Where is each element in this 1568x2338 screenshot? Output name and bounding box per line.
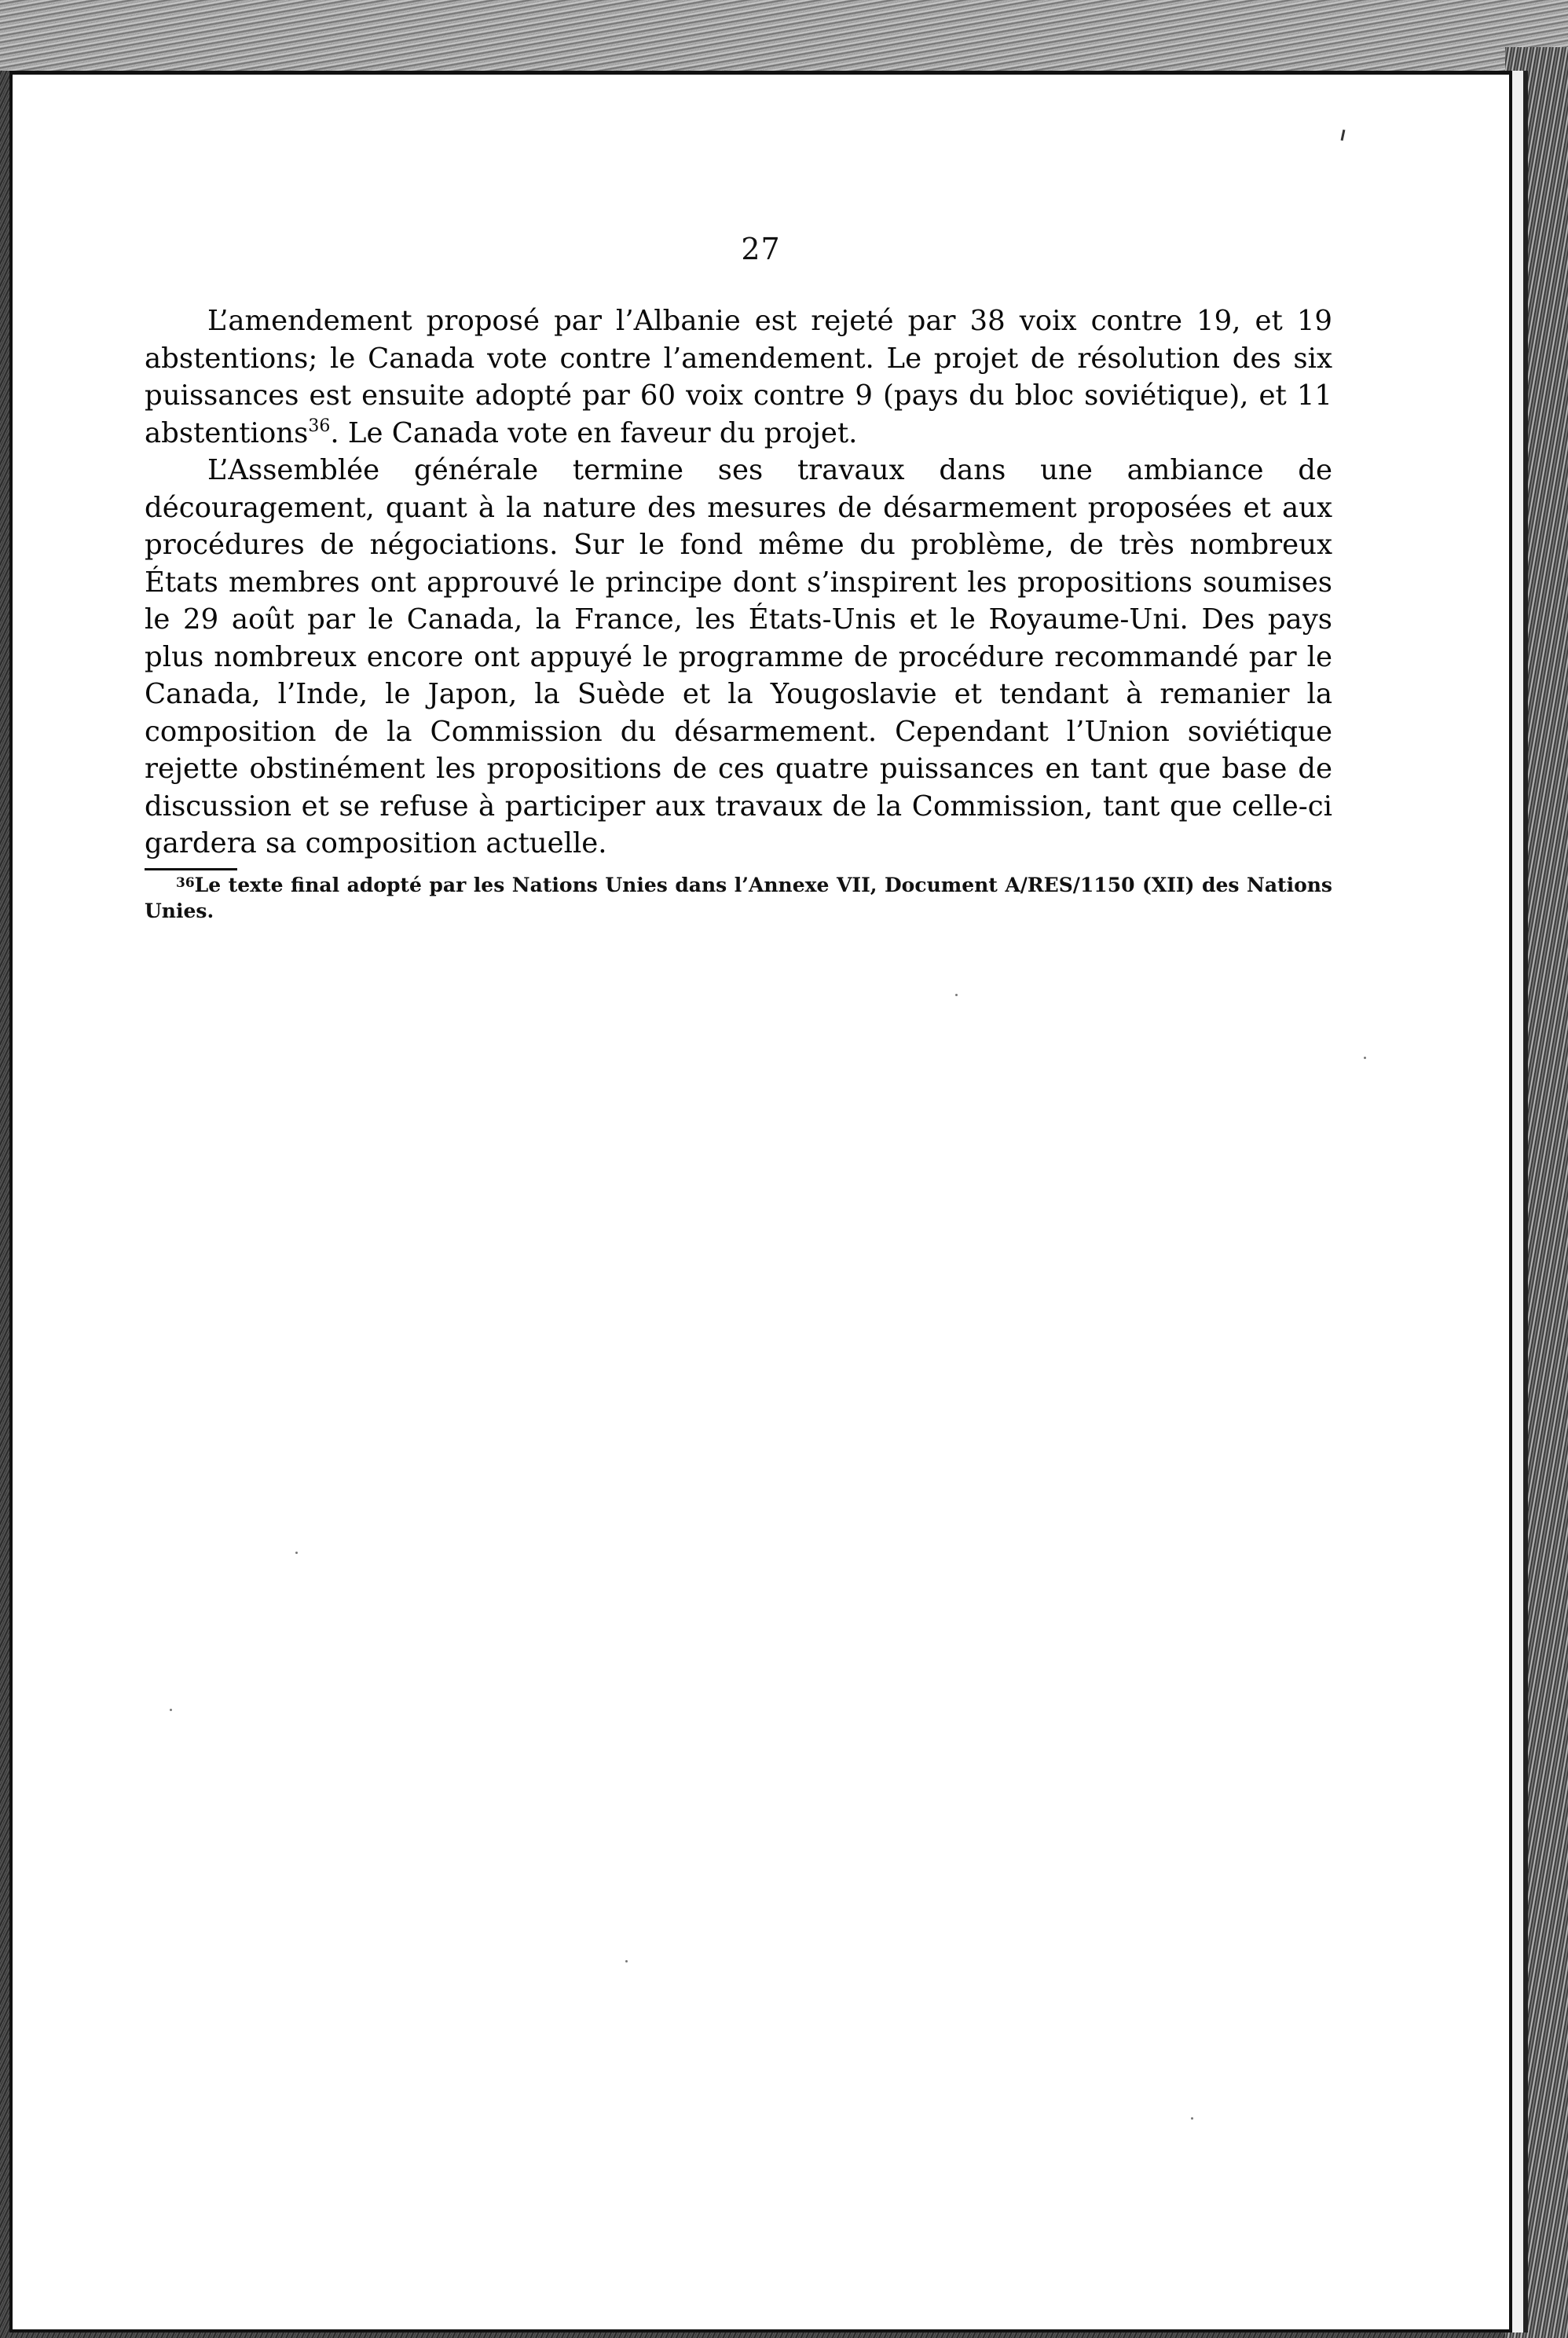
paragraph-1-text: L’amendement proposé par l’Albanie est rejeté par 38 voix contre 19, et 19 abstentions; le Canada vote contre l’amendement. Le projet de résolution des six puissances est ensuite adopté par 60 voix contre 9 (pays du bloc soviétique), et 11 abstentions bbox=[145, 305, 1332, 449]
footnote-reference: 36 bbox=[308, 416, 331, 436]
scan-right-edge bbox=[1505, 47, 1568, 2338]
scan-speck bbox=[1191, 2117, 1193, 2120]
paragraph-1 bbox=[145, 302, 1332, 452]
stray-mark bbox=[1341, 130, 1346, 141]
paragraph-2 bbox=[145, 452, 1332, 863]
footnote-text: Le texte final adopté par les Nations Unies dans l’Annexe VII, Document A/RES/1150 (XII) des Nations Unies. bbox=[145, 874, 1332, 922]
scan-speck bbox=[170, 1709, 172, 1711]
scan-speck bbox=[295, 1552, 298, 1554]
footnote: 36Le texte final adopté par les Nations Unies dans l’Annexe VII, Document A/RES/1150 (XII) des Nations Unies. bbox=[145, 874, 1332, 922]
scan-speck bbox=[955, 994, 958, 996]
footnote-divider bbox=[145, 868, 237, 870]
page-number: 27 bbox=[741, 232, 781, 266]
paragraph-1-text-after: . Le Canada vote en faveur du projet. bbox=[330, 416, 858, 449]
document-page bbox=[9, 71, 1512, 2333]
body-text bbox=[145, 302, 1332, 863]
scan-top-edge bbox=[0, 0, 1568, 71]
scan-speck bbox=[1364, 1057, 1366, 1059]
paragraph-2-text: L’Assemblée générale termine ses travaux dans une ambiance de découragement, quant à la nature des mesures de désarmement proposées et aux procédures de négociations. Sur le fond même du problème, de très nombreux États membres ont approuvé le principe dont s’inspirent les propositions soumises le 29 août par le Canada, la France, les États-Unis et le Royaume-Uni. Des pays plus nombreux encore ont appuyé le programme de procédure recommandé par le Canada, l’Inde, le Japon, la Suède et la Yougoslavie et tendant à remanier la composition de la Commission du désarmement. Cependant l’Union soviétique rejette obstinément les propositions de ces quatre puissances en tant que base de discussion et se refuse à participer aux travaux de la Commission, tant que celle-ci gardera sa composition actuelle. bbox=[145, 454, 1332, 859]
scan-speck bbox=[625, 1960, 628, 1962]
